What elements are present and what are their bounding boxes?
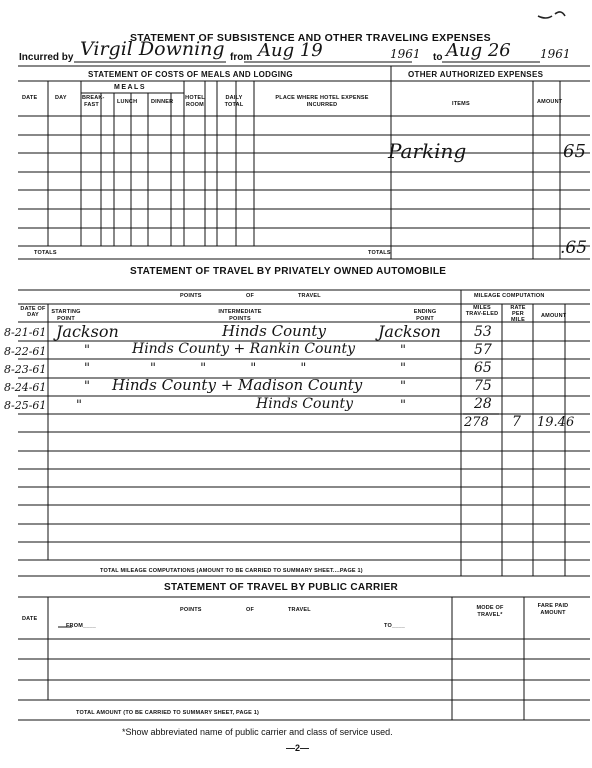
auto-travel-label: TRAVEL [298, 293, 321, 299]
row-intermediate: " " " " [150, 361, 307, 376]
mileage-total-amount: 19.46 [537, 415, 575, 430]
row-miles: 28 [474, 396, 492, 412]
rate-per-mile: 7 [512, 414, 521, 430]
public-col-to: TO____ [384, 623, 405, 629]
to-label: to [433, 52, 443, 63]
public-col-date: DATE [22, 616, 38, 622]
row-date: 8-24-61 [4, 381, 47, 394]
auto-of-label: OF [246, 293, 255, 299]
row-end: " [400, 343, 406, 358]
from-label: from [230, 52, 253, 63]
col-place: PLACE WHERE HOTEL EXPENSE INCURRED [275, 95, 369, 108]
row-start: Jackson [56, 322, 119, 341]
other-item-amount: 65 [563, 141, 586, 162]
auto-section-title: STATEMENT OF TRAVEL BY PRIVATELY OWNED AUTOMOBILE [130, 266, 447, 277]
row-miles: 65 [474, 360, 492, 376]
row-start: " [84, 343, 90, 358]
footnote: *Show abbreviated name of public carrier and class of service used. [122, 727, 393, 737]
col-daily-total: DAILY TOTAL [224, 95, 244, 108]
meals-label: MEALS [114, 84, 146, 91]
year-to: 1961 [540, 47, 571, 61]
col-intermediate-points: INTERMEDIATE POINTS [218, 309, 262, 322]
public-of-label: OF [246, 607, 255, 613]
incurred-by-label: Incurred by [19, 52, 74, 63]
row-end: " [400, 361, 406, 376]
row-intermediate: Hinds County [222, 322, 326, 340]
meals-section-title: STATEMENT OF COSTS OF MEALS AND LODGING [88, 70, 293, 79]
from-date: Aug 19 [258, 40, 323, 61]
col-lunch: LUNCH [117, 99, 138, 105]
col-miles-traveled: MILES TRAV-ELED [465, 305, 499, 317]
auto-points-label: POINTS [180, 293, 202, 299]
row-miles: 75 [474, 378, 492, 394]
col-hotel-room: HOTEL ROOM [185, 95, 205, 108]
row-start: " [76, 398, 82, 413]
public-footer-note: TOTAL AMOUNT (TO BE CARRIED TO SUMMARY SHEET, PAGE 1) [76, 710, 260, 716]
public-col-mode: MODE OF TRAVEL* [476, 605, 504, 618]
row-date: 8-22-61 [4, 345, 47, 358]
other-item-parking: Parking [388, 139, 467, 163]
public-points-label: POINTS [180, 607, 202, 613]
row-start: " [84, 379, 90, 394]
total-miles: 278 [464, 415, 489, 430]
col-amount: AMOUNT [537, 99, 563, 105]
mileage-footer-note: TOTAL MILEAGE COMPUTATIONS (AMOUNT TO BE CARRIED TO SUMMARY SHEET....PAGE 1) [100, 568, 363, 574]
page-number: —2— [286, 743, 310, 753]
incurred-by-value: Virgil Downing [80, 38, 225, 60]
row-start: " [84, 361, 90, 376]
to-date: Aug 26 [446, 40, 511, 61]
col-starting-point: STARTING POINT [51, 309, 81, 322]
row-end: " [400, 398, 406, 413]
col-day: DAY [55, 95, 67, 101]
row-intermediate: Hinds County + Rankin County [132, 341, 356, 357]
public-col-fare: FARE PAID AMOUNT [537, 603, 569, 616]
col-auto-amount: AMOUNT [541, 313, 567, 319]
row-end: " [400, 379, 406, 394]
row-intermediate: Hinds County [256, 396, 354, 412]
year-from: 1961 [390, 47, 421, 61]
row-intermediate: Hinds County + Madison County [112, 376, 363, 394]
row-date: 8-21-61 [4, 326, 47, 339]
col-date: DATE [22, 95, 38, 101]
col-rate-per-mile: RATE PER MILE [510, 305, 526, 323]
col-breakfast: BREAK-FAST [82, 95, 105, 108]
public-col-from: FROM____ [66, 623, 97, 629]
col-dinner: DINNER [151, 99, 174, 105]
row-end: Jackson [378, 322, 441, 341]
row-miles: 53 [474, 324, 492, 340]
page-title: STATEMENT OF SUBSISTENCE AND OTHER TRAVELING EXPENSES [130, 32, 491, 44]
other-expenses-title: OTHER AUTHORIZED EXPENSES [408, 70, 544, 79]
other-totals-label: TOTALS [368, 250, 391, 256]
public-travel-label: TRAVEL [288, 607, 311, 613]
col-items: ITEMS [452, 101, 470, 107]
col-date-of-day: DATE OF DAY [20, 306, 46, 318]
meals-totals-label: TOTALS [34, 250, 57, 256]
col-ending-point: ENDING POINT [413, 309, 437, 322]
mileage-computation-label: MILEAGE COMPUTATION [474, 293, 545, 299]
row-date: 8-25-61 [4, 399, 47, 412]
row-date: 8-23-61 [4, 363, 47, 376]
public-section-title: STATEMENT OF TRAVEL BY PUBLIC CARRIER [164, 582, 399, 593]
other-totals-amount: .65 [560, 238, 588, 258]
row-miles: 57 [474, 342, 492, 358]
